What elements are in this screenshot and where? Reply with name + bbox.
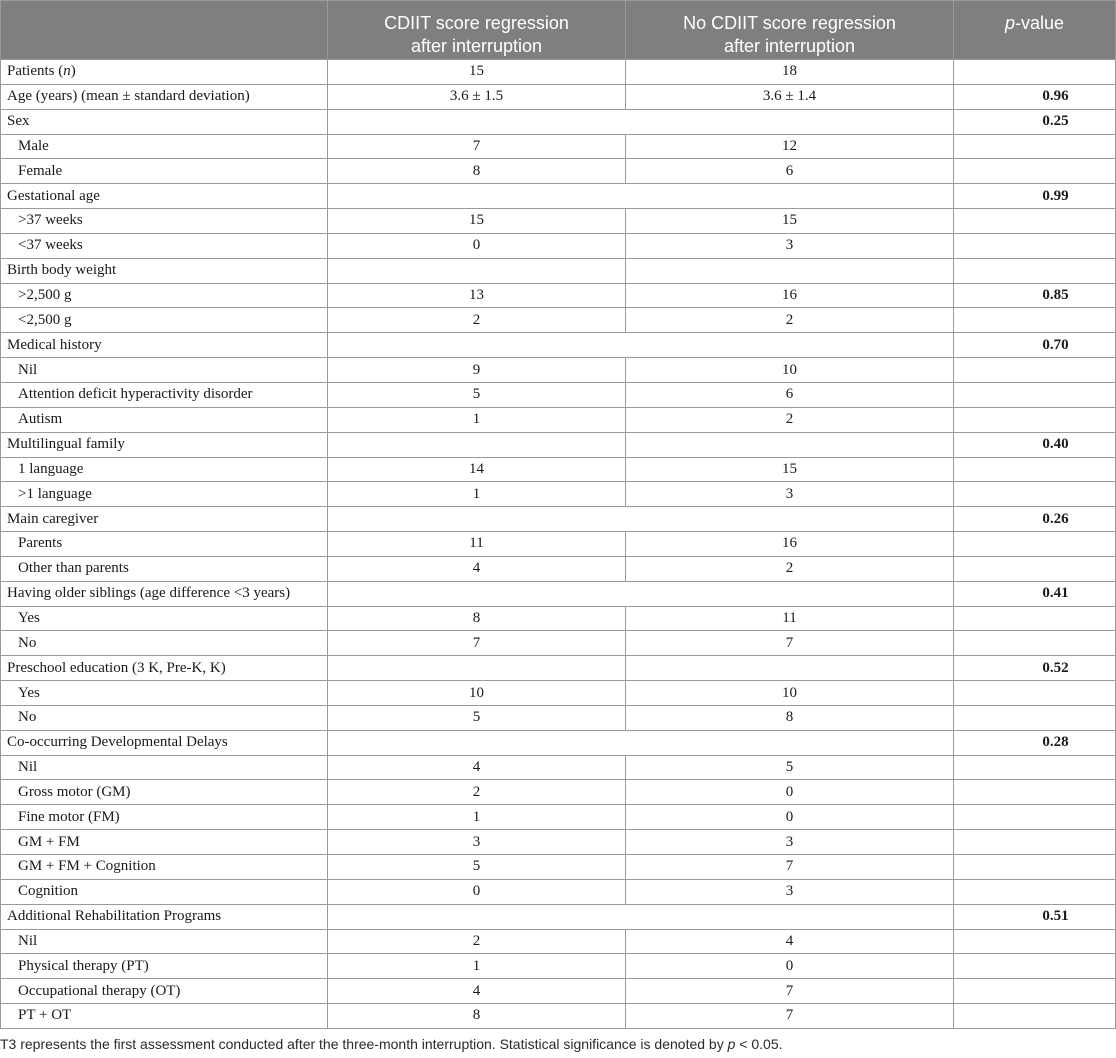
group-spacer-cell <box>328 333 954 358</box>
header-p-italic: p <box>1004 13 1015 33</box>
no-regression-value: 10 <box>626 358 954 383</box>
row-label <box>1 60 328 85</box>
regression-value <box>328 432 626 457</box>
row-label-text: Co-occurring Developmental Delays <box>7 734 228 751</box>
row-label-text: Attention deficit hyperactivity disorder <box>18 386 253 403</box>
row-label <box>1 954 328 979</box>
no-regression-value: 0 <box>626 954 954 979</box>
regression-value: 5 <box>328 855 626 880</box>
no-regression-value: 3 <box>626 830 954 855</box>
p-value-cell <box>954 184 1116 209</box>
p-value-cell <box>954 855 1116 880</box>
header-no-regression-line1: No CDIIT score regression <box>683 13 896 33</box>
row-label-text: Having older siblings (age difference <3 years) <box>7 585 291 602</box>
group-spacer-cell <box>328 904 954 929</box>
table-row <box>1 1004 1116 1029</box>
p-value <box>1014 759 1056 775</box>
row-label <box>1 681 328 706</box>
regression-value: 3 <box>328 830 626 855</box>
table-body <box>1 60 1116 1029</box>
p-value <box>1014 809 1056 825</box>
row-label-text: Cognition <box>18 883 79 900</box>
p-value-cell <box>954 382 1116 407</box>
no-regression-value: 7 <box>626 1004 954 1029</box>
row-label-text: <37 weeks <box>18 237 83 254</box>
no-regression-value: 0 <box>626 805 954 830</box>
p-value-cell <box>954 159 1116 184</box>
row-label <box>1 258 328 283</box>
p-value <box>1014 386 1056 402</box>
p-value-cell <box>954 308 1116 333</box>
row-label <box>1 705 328 730</box>
regression-value: 10 <box>328 681 626 706</box>
table-row <box>1 532 1116 557</box>
no-regression-value: 16 <box>626 532 954 557</box>
row-label-text: Nil <box>18 759 38 776</box>
regression-value: 1 <box>328 407 626 432</box>
p-value: 0.96 <box>1042 88 1069 105</box>
regression-value: 0 <box>328 233 626 258</box>
p-value-cell <box>954 755 1116 780</box>
no-regression-value <box>626 656 954 681</box>
table-row <box>1 432 1116 457</box>
row-label-text: Autism <box>18 411 63 428</box>
row-label <box>1 432 328 457</box>
footnote-threshold: < 0.05. <box>735 1036 783 1052</box>
regression-value: 13 <box>328 283 626 308</box>
no-regression-value: 16 <box>626 283 954 308</box>
regression-value: 14 <box>328 457 626 482</box>
row-label-text: Patients ( <box>7 63 64 80</box>
p-value-cell <box>954 507 1116 532</box>
no-regression-value: 7 <box>626 855 954 880</box>
row-label <box>1 805 328 830</box>
table-row <box>1 283 1116 308</box>
regression-value: 2 <box>328 308 626 333</box>
row-label <box>1 656 328 681</box>
regression-value: 2 <box>328 929 626 954</box>
row-label <box>1 904 328 929</box>
table-row <box>1 333 1116 358</box>
p-value-cell <box>954 780 1116 805</box>
row-label-text: Multilingual family <box>7 436 125 453</box>
row-label-text: Birth body weight <box>7 262 117 279</box>
p-value-cell <box>954 283 1116 308</box>
no-regression-value <box>626 432 954 457</box>
no-regression-value: 2 <box>626 407 954 432</box>
row-label-text: >2,500 g <box>18 287 72 304</box>
p-value <box>1014 983 1056 999</box>
row-label <box>1 1004 328 1029</box>
row-label-text: 1 language <box>18 460 84 477</box>
row-label-text: Occupational therapy (OT) <box>18 982 181 999</box>
regression-value: 4 <box>328 556 626 581</box>
regression-value: 2 <box>328 780 626 805</box>
table-row <box>1 606 1116 631</box>
p-value <box>1014 486 1056 502</box>
p-value-cell <box>954 904 1116 929</box>
p-value <box>1014 560 1056 576</box>
no-regression-value: 18 <box>626 60 954 85</box>
row-label-text: Medical history <box>7 336 102 353</box>
row-label <box>1 581 328 606</box>
row-label-text: Yes <box>18 609 40 626</box>
no-regression-value: 10 <box>626 681 954 706</box>
row-label-text: Fine motor (FM) <box>18 808 120 825</box>
table-header <box>1 1 1116 60</box>
regression-value: 1 <box>328 482 626 507</box>
table-row <box>1 656 1116 681</box>
table-row <box>1 134 1116 159</box>
table-row <box>1 581 1116 606</box>
row-label-text: Female <box>18 162 63 179</box>
p-value-cell <box>954 407 1116 432</box>
no-regression-value: 3.6 ± 1.4 <box>626 84 954 109</box>
p-value: 0.40 <box>1042 436 1069 453</box>
row-label-text: Gross motor (GM) <box>18 783 131 800</box>
table-row <box>1 258 1116 283</box>
p-value-cell <box>954 457 1116 482</box>
header-row <box>1 1 1116 60</box>
p-value-cell <box>954 979 1116 1004</box>
row-label-text: Yes <box>18 684 40 701</box>
table-row <box>1 308 1116 333</box>
row-label-text: No <box>18 634 37 651</box>
regression-value: 7 <box>328 134 626 159</box>
p-value <box>1014 834 1056 850</box>
p-value-cell <box>954 954 1116 979</box>
p-value <box>1014 709 1056 725</box>
no-regression-value: 4 <box>626 929 954 954</box>
row-label-text: Gestational age <box>7 187 100 204</box>
table-row <box>1 159 1116 184</box>
row-label-text: <2,500 g <box>18 311 72 328</box>
no-regression-value: 15 <box>626 209 954 234</box>
table-row <box>1 879 1116 904</box>
p-value <box>1014 411 1056 427</box>
row-label <box>1 855 328 880</box>
p-value-cell <box>954 482 1116 507</box>
row-label <box>1 134 328 159</box>
table-row <box>1 705 1116 730</box>
p-value <box>1014 312 1056 328</box>
row-label-text: >1 language <box>18 485 92 502</box>
regression-value: 5 <box>328 382 626 407</box>
table-row <box>1 184 1116 209</box>
row-label-text: GM + FM + Cognition <box>18 858 156 875</box>
row-label <box>1 407 328 432</box>
row-label <box>1 631 328 656</box>
p-value-cell <box>954 681 1116 706</box>
row-label-text: >37 weeks <box>18 212 83 229</box>
table-row <box>1 482 1116 507</box>
row-label <box>1 382 328 407</box>
p-value-cell <box>954 432 1116 457</box>
p-value <box>1014 461 1056 477</box>
group-spacer-cell <box>328 581 954 606</box>
no-regression-value <box>626 258 954 283</box>
row-label <box>1 755 328 780</box>
table-row <box>1 358 1116 383</box>
row-label-text: PT + OT <box>18 1007 72 1024</box>
row-label <box>1 308 328 333</box>
row-label-text: Main caregiver <box>7 510 99 527</box>
group-spacer-cell <box>328 730 954 755</box>
row-label <box>1 333 328 358</box>
regression-value: 5 <box>328 705 626 730</box>
p-value <box>1014 63 1056 79</box>
header-no-regression <box>626 1 954 60</box>
table-row <box>1 60 1116 85</box>
no-regression-value: 0 <box>626 780 954 805</box>
no-regression-value: 7 <box>626 979 954 1004</box>
row-label-text: Other than parents <box>18 560 129 577</box>
footnote-text: T3 represents the first assessment conducted after the three-month interruption. Statistical significance is denoted by <box>0 1036 728 1052</box>
table-row <box>1 109 1116 134</box>
row-label <box>1 830 328 855</box>
no-regression-value: 8 <box>626 705 954 730</box>
row-label <box>1 606 328 631</box>
p-value: 0.70 <box>1042 336 1069 353</box>
regression-value: 8 <box>328 606 626 631</box>
row-label-text: Nil <box>18 361 38 378</box>
row-label-text: Preschool education (3 K, Pre-K, K) <box>7 659 226 676</box>
p-value-cell <box>954 258 1116 283</box>
row-label-text: No <box>18 709 37 726</box>
p-value-cell <box>954 109 1116 134</box>
no-regression-value: 3 <box>626 233 954 258</box>
table-row <box>1 457 1116 482</box>
table-row <box>1 904 1116 929</box>
table-row <box>1 84 1116 109</box>
table-row <box>1 830 1116 855</box>
p-value <box>1014 784 1056 800</box>
row-label <box>1 159 328 184</box>
row-label-text: Age (years) (mean ± standard deviation) <box>7 88 250 105</box>
p-value-cell <box>954 606 1116 631</box>
no-regression-value: 11 <box>626 606 954 631</box>
table-row <box>1 507 1116 532</box>
no-regression-value: 3 <box>626 879 954 904</box>
regression-value: 8 <box>328 159 626 184</box>
row-label <box>1 730 328 755</box>
p-value-cell <box>954 830 1116 855</box>
p-value-cell <box>954 631 1116 656</box>
p-value: 0.41 <box>1042 585 1069 602</box>
row-label <box>1 84 328 109</box>
p-value <box>1014 237 1056 253</box>
p-value-cell <box>954 556 1116 581</box>
p-value <box>1014 362 1056 378</box>
p-value-cell <box>954 532 1116 557</box>
no-regression-value: 2 <box>626 556 954 581</box>
row-label <box>1 457 328 482</box>
p-value <box>1014 635 1056 651</box>
table-row <box>1 780 1116 805</box>
p-value-cell <box>954 333 1116 358</box>
p-value-cell <box>954 805 1116 830</box>
no-regression-value: 2 <box>626 308 954 333</box>
regression-value: 1 <box>328 805 626 830</box>
row-label <box>1 233 328 258</box>
regression-value: 4 <box>328 979 626 1004</box>
p-value: 0.28 <box>1042 734 1069 751</box>
footnote-p-italic: p <box>727 1036 736 1052</box>
table-row <box>1 755 1116 780</box>
p-value: 0.99 <box>1042 187 1069 204</box>
regression-value: 1 <box>328 954 626 979</box>
table-row <box>1 209 1116 234</box>
row-label <box>1 482 328 507</box>
p-value: 0.51 <box>1042 908 1069 925</box>
no-regression-value: 15 <box>626 457 954 482</box>
row-label-suffix: ) <box>70 63 76 80</box>
table-row <box>1 730 1116 755</box>
p-value-cell <box>954 134 1116 159</box>
header-regression <box>328 1 626 60</box>
p-value-cell <box>954 233 1116 258</box>
no-regression-value: 12 <box>626 134 954 159</box>
no-regression-value: 7 <box>626 631 954 656</box>
p-value: 0.25 <box>1042 113 1069 130</box>
row-label <box>1 929 328 954</box>
row-label-italic: n <box>63 63 71 80</box>
p-value-cell <box>954 929 1116 954</box>
table-row <box>1 382 1116 407</box>
p-value <box>1014 610 1056 626</box>
p-value-cell <box>954 1004 1116 1029</box>
row-label-text: Parents <box>18 535 63 552</box>
row-label <box>1 507 328 532</box>
table-row <box>1 954 1116 979</box>
header-p-rest: -value <box>1014 13 1065 33</box>
row-label <box>1 358 328 383</box>
p-value: 0.85 <box>1042 287 1069 304</box>
group-spacer-cell <box>328 184 954 209</box>
p-value-cell <box>954 209 1116 234</box>
p-value-cell <box>954 60 1116 85</box>
row-label-text: Male <box>18 137 49 154</box>
row-label <box>1 109 328 134</box>
p-value-cell <box>954 879 1116 904</box>
row-label-text: Additional Rehabilitation Programs <box>7 908 222 925</box>
regression-value: 8 <box>328 1004 626 1029</box>
p-value-cell <box>954 358 1116 383</box>
row-label-text: Nil <box>18 932 38 949</box>
group-spacer-cell <box>328 507 954 532</box>
table-row <box>1 407 1116 432</box>
p-value-cell <box>954 730 1116 755</box>
p-value <box>1014 858 1056 874</box>
regression-value: 9 <box>328 358 626 383</box>
header-no-regression-line2: after interruption <box>723 36 856 56</box>
row-label <box>1 780 328 805</box>
row-label-text: Sex <box>7 113 30 130</box>
table-row <box>1 979 1116 1004</box>
row-label <box>1 184 328 209</box>
row-label <box>1 283 328 308</box>
row-label <box>1 556 328 581</box>
regression-value: 15 <box>328 209 626 234</box>
table-row <box>1 556 1116 581</box>
p-value: 0.26 <box>1042 510 1069 527</box>
table-row <box>1 855 1116 880</box>
regression-value: 4 <box>328 755 626 780</box>
p-value <box>1014 933 1056 949</box>
header-blank-cell <box>1 1 328 60</box>
regression-value: 0 <box>328 879 626 904</box>
group-spacer-cell <box>328 109 954 134</box>
p-value: 0.52 <box>1042 659 1069 676</box>
p-value <box>1014 163 1056 179</box>
p-value <box>1014 212 1056 228</box>
row-label <box>1 209 328 234</box>
table-row <box>1 681 1116 706</box>
p-value <box>1014 958 1056 974</box>
table-row <box>1 631 1116 656</box>
p-value <box>1014 535 1056 551</box>
table-row <box>1 233 1116 258</box>
p-value <box>1014 138 1056 154</box>
header-regression-line1: CDIIT score regression <box>384 13 569 33</box>
p-value-cell <box>954 84 1116 109</box>
regression-value: 11 <box>328 532 626 557</box>
p-value <box>1014 1007 1056 1023</box>
regression-value: 7 <box>328 631 626 656</box>
no-regression-value: 6 <box>626 159 954 184</box>
row-label-text: GM + FM <box>18 833 80 850</box>
table-footnote <box>0 1036 783 1052</box>
regression-value <box>328 656 626 681</box>
header-p-value <box>954 1 1116 60</box>
header-regression-line2: after interruption <box>410 36 543 56</box>
p-value-cell <box>954 705 1116 730</box>
no-regression-value: 3 <box>626 482 954 507</box>
p-value <box>1014 262 1056 278</box>
table-row <box>1 929 1116 954</box>
table-row <box>1 805 1116 830</box>
regression-value: 3.6 ± 1.5 <box>328 84 626 109</box>
p-value-cell <box>954 656 1116 681</box>
p-value-cell <box>954 581 1116 606</box>
p-value <box>1014 883 1056 899</box>
no-regression-value: 6 <box>626 382 954 407</box>
regression-value: 15 <box>328 60 626 85</box>
row-label <box>1 532 328 557</box>
p-value <box>1014 685 1056 701</box>
row-label <box>1 979 328 1004</box>
row-label-text: Physical therapy (PT) <box>18 957 149 974</box>
no-regression-value: 5 <box>626 755 954 780</box>
regression-value <box>328 258 626 283</box>
row-label <box>1 879 328 904</box>
